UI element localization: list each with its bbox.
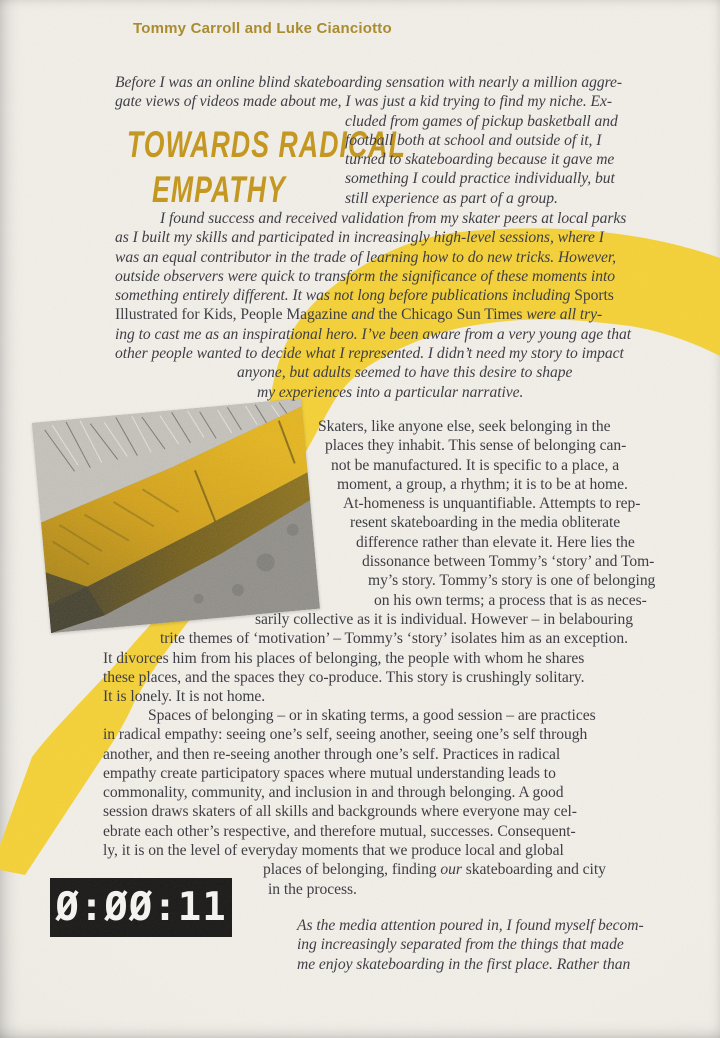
text-line: anyone, but adults seemed to have this desire to shape [237,364,573,382]
text-line: was an equal contributor in the trade of learning how to do new tricks. However, [115,248,617,266]
text-line: in radical empathy: seeing one’s self, seeing another, seeing one’s self through [103,726,588,744]
text-line: moment, a group, a rhythm; it is to be at home. [337,475,628,493]
text-line: ly, it is on the level of everyday moments that we produce local and global [103,842,564,860]
text-line: outside observers were quick to transform the significance of these moments into [115,267,615,285]
text-line: something entirely different. It was not long before publications including Sports [115,287,614,305]
text-line: as I built my skills and participated in increasingly high-level sessions, where I [115,229,604,247]
text-line: difference rather than elevate it. Here lies the [356,533,635,551]
text-line: cluded from games of pickup basketball and [345,112,618,130]
text-line: football both at school and outside of it, I [345,131,602,149]
text-line: Spaces of belonging – or in skating terms, a good session – are practices [148,707,596,724]
title-line-1: TOWARDS RADICAL [126,124,406,165]
paragraph-radical-empathy [103,706,606,899]
text-line: in the process. [268,880,357,898]
text-line: ing to cast me as an inspirational hero. I’ve been aware from a very young age that [115,325,631,343]
text-line: Before I was an online blind skateboarding sensation with nearly a million aggre- [115,74,623,91]
text-line: not be manufactured. It is specific to a place, a [331,456,620,474]
text-line: on his own terms; a process that is as neces- [374,591,647,609]
text-line: sarily collective as it is individual. However – in belabouring [255,610,633,628]
text-line: my experiences into a particular narrative. [257,383,524,401]
text-line: resent skateboarding in the media obliterate [350,514,621,532]
text-line: something I could practice individually, but [345,170,615,188]
text-line: turned to skateboarding because it gave me [345,151,615,169]
text-line: me enjoy skateboarding in the first place. Rather than [297,955,631,973]
paragraph-closing [297,916,644,974]
timer-display [50,878,232,937]
text-line: It divorces him from his places of belonging, the people with whom he shares [103,649,585,667]
text-line: these places, and the spaces they co-produce. This story is crushingly solitary. [103,668,585,686]
text-line: other people wanted to decide what I represented. I didn’t need my story to impact [115,345,624,363]
text-line: dissonance between Tommy’s ‘story’ and Tom- [362,553,655,571]
text-line: Illustrated for Kids, People Magazine and the Chicago Sun Times were all try- [115,306,603,324]
text-line: ebrate each other’s respective, and therefore mutual, successes. Consequent- [103,822,576,840]
text-line: At-homeness is unquantifiable. Attempts to rep- [343,495,641,513]
text-line: As the media attention poured in, I found myself becom- [297,917,644,934]
paragraph-media [115,209,631,402]
text-line: places they inhabit. This sense of belonging can- [325,437,627,455]
text-line: commonality, community, and inclusion in and through belonging. A good [103,784,564,802]
timer-digits: Ø:ØØ:11 [55,885,227,930]
text-line: I found success and received validation from my skater peers at local parks [160,210,627,227]
text-line: ing increasingly separated from the things that made [297,936,624,954]
text-line: gate views of videos made about me, I was just a kid trying to find my niche. Ex- [115,93,613,111]
text-line: empathy create participatory spaces where mutual understanding leads to [103,764,556,782]
text-line: places of belonging, finding our skateboarding and city [263,861,606,879]
text-line: It is lonely. It is not home. [103,688,266,706]
text-line: Skaters, like anyone else, seek belonging in the [318,418,611,435]
paragraph-belonging [103,417,655,706]
text-line: my’s story. Tommy’s story is one of belonging [368,572,656,590]
text-line: another, and then re-seeing another through one’s self. Practices in radical [103,745,561,763]
paragraph-intro [115,73,622,208]
text-line: session draws skaters of all skills and backgrounds where everyone may cel- [103,803,577,821]
author-byline: Tommy Carroll and Luke Cianciotto [133,20,392,37]
title-line-2: EMPATHY [152,169,286,210]
text-line: trite themes of ‘motivation’ – Tommy’s ‘story’ isolates him as an exception. [160,630,629,648]
text-line: still experience as part of a group. [345,189,558,207]
